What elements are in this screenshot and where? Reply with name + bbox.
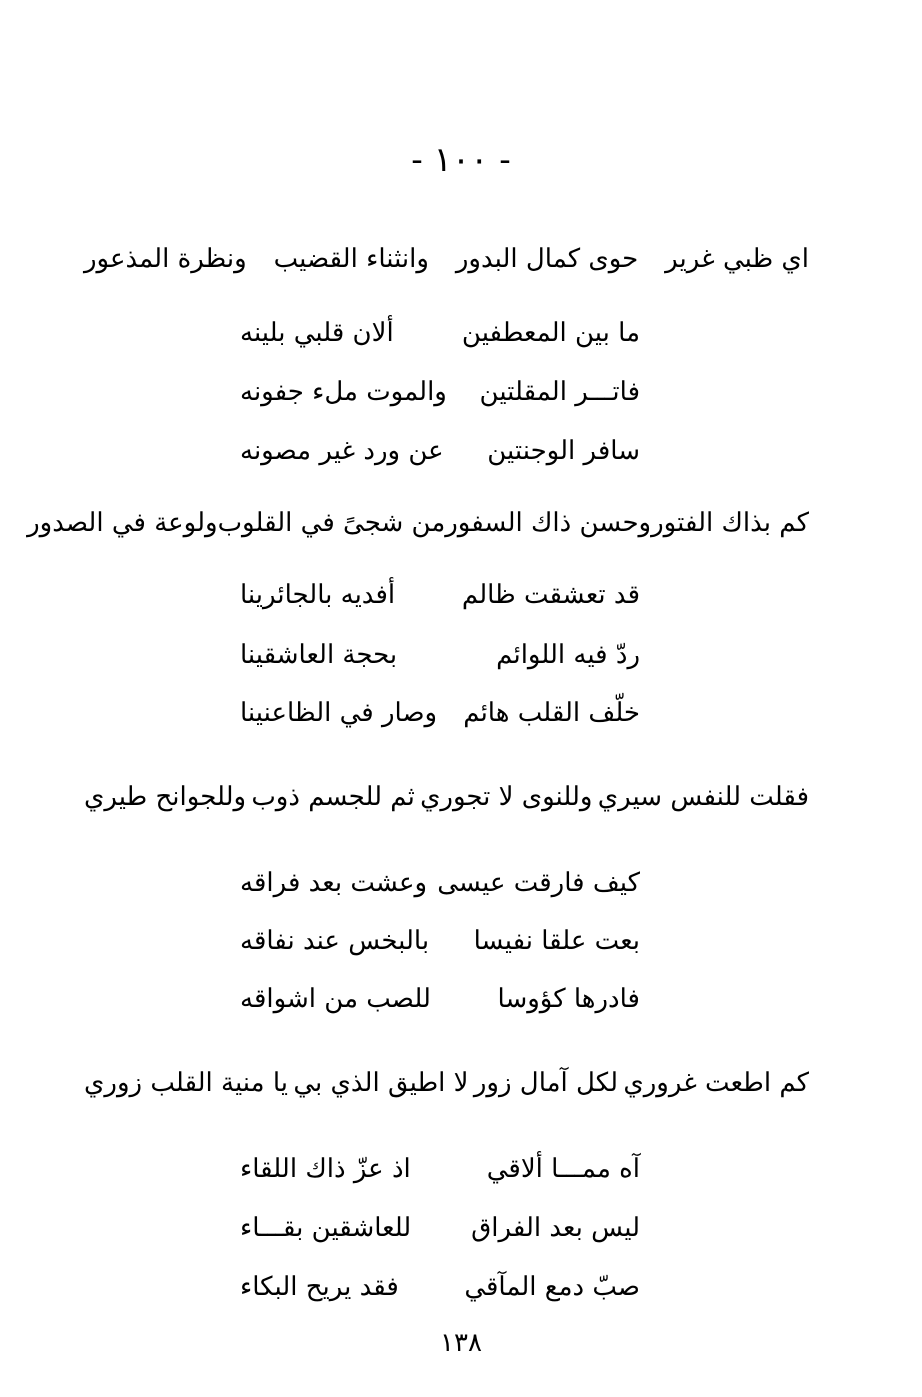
hemistich-left: فقد يريح البكاء	[240, 1272, 399, 1302]
hemistich: ثم للجسم ذوب	[251, 782, 415, 812]
couplet-line	[240, 580, 640, 610]
hemistich-right: قد تعشقت ظالم	[461, 580, 640, 610]
hemistich-left: ألان قلبي بلينه	[240, 318, 394, 348]
hemistich: يا منية القلب زوري	[84, 1068, 288, 1098]
hemistich: وللجوانح طيري	[84, 782, 247, 812]
hemistich-left: والموت ملء جفونه	[240, 377, 447, 407]
hemistich-right: ليس بعد الفراق	[471, 1213, 640, 1243]
couplet-line	[240, 1213, 640, 1243]
hemistich: وحسن ذاك السفور	[445, 508, 652, 538]
couplet-line	[240, 318, 640, 348]
couplet-line	[240, 698, 640, 728]
hemistich: من شجىً في القلوب	[217, 508, 446, 538]
hemistich-right: خلّف القلب هائم	[463, 698, 640, 728]
stanza-2-opening-line	[27, 508, 809, 538]
couplet-line	[240, 377, 640, 407]
stanza-4-opening-line	[84, 1068, 809, 1098]
hemistich-right: آه ممـــا ألاقي	[486, 1154, 640, 1184]
hemistich-left: بالبخس عند نفاقه	[240, 926, 430, 956]
couplet-line	[240, 868, 640, 898]
hemistich-left: وعشت بعد فراقه	[240, 868, 428, 898]
poem-number-header: - ١٠٠ -	[411, 140, 511, 180]
hemistich-right: فاتـــر المقلتين	[479, 377, 640, 407]
hemistich-right: بعت علقا نفيسا	[473, 926, 640, 956]
page-number: ١٣٨	[440, 1328, 482, 1358]
hemistich-left: للصب من اشواقه	[240, 984, 431, 1014]
hemistich: لكل آمال زور	[473, 1068, 619, 1098]
hemistich-left: عن ورد غير مصونه	[240, 436, 444, 466]
hemistich: وانثناء القضيب	[273, 244, 429, 274]
couplet-line	[240, 1154, 640, 1184]
hemistich-left: وصار في الظاعنينا	[240, 698, 438, 728]
hemistich: وللنوى لا تجوري	[420, 782, 593, 812]
hemistich-right: ردّ فيه اللوائم	[496, 640, 640, 670]
hemistich: حوى كمال البدور	[455, 244, 639, 274]
hemistich: ونظرة المذعور	[84, 244, 247, 274]
hemistich-left: للعاشقين بقـــاء	[240, 1213, 412, 1243]
couplet-line	[240, 640, 640, 670]
hemistich-left: بحجة العاشقينا	[240, 640, 398, 670]
hemistich: اي ظبي غرير	[665, 244, 809, 274]
hemistich-left: اذ عزّ ذاك اللقاء	[240, 1154, 411, 1184]
hemistich: فقلت للنفس سيري	[597, 782, 809, 812]
hemistich-right: صبّ دمع المآقي	[464, 1272, 640, 1302]
hemistich-right: ما بين المعطفين	[461, 318, 640, 348]
stanza-1-opening-line	[84, 244, 809, 274]
couplet-line	[240, 984, 640, 1014]
hemistich: ولوعة في الصدور	[27, 508, 218, 538]
hemistich-left: أفديه بالجائرينا	[240, 580, 396, 610]
hemistich-right: فادرها كؤوسا	[497, 984, 640, 1014]
hemistich: كم بذاك الفتور	[651, 508, 809, 538]
couplet-line	[240, 436, 640, 466]
stanza-3-opening-line	[84, 782, 809, 812]
hemistich: كم اطعت غروري	[623, 1068, 809, 1098]
couplet-line	[240, 1272, 640, 1302]
couplet-line	[240, 926, 640, 956]
hemistich: لا اطيق الذي بي	[293, 1068, 469, 1098]
hemistich-right: سافر الوجنتين	[487, 436, 640, 466]
hemistich-right: كيف فارقت عيسى	[437, 868, 640, 898]
